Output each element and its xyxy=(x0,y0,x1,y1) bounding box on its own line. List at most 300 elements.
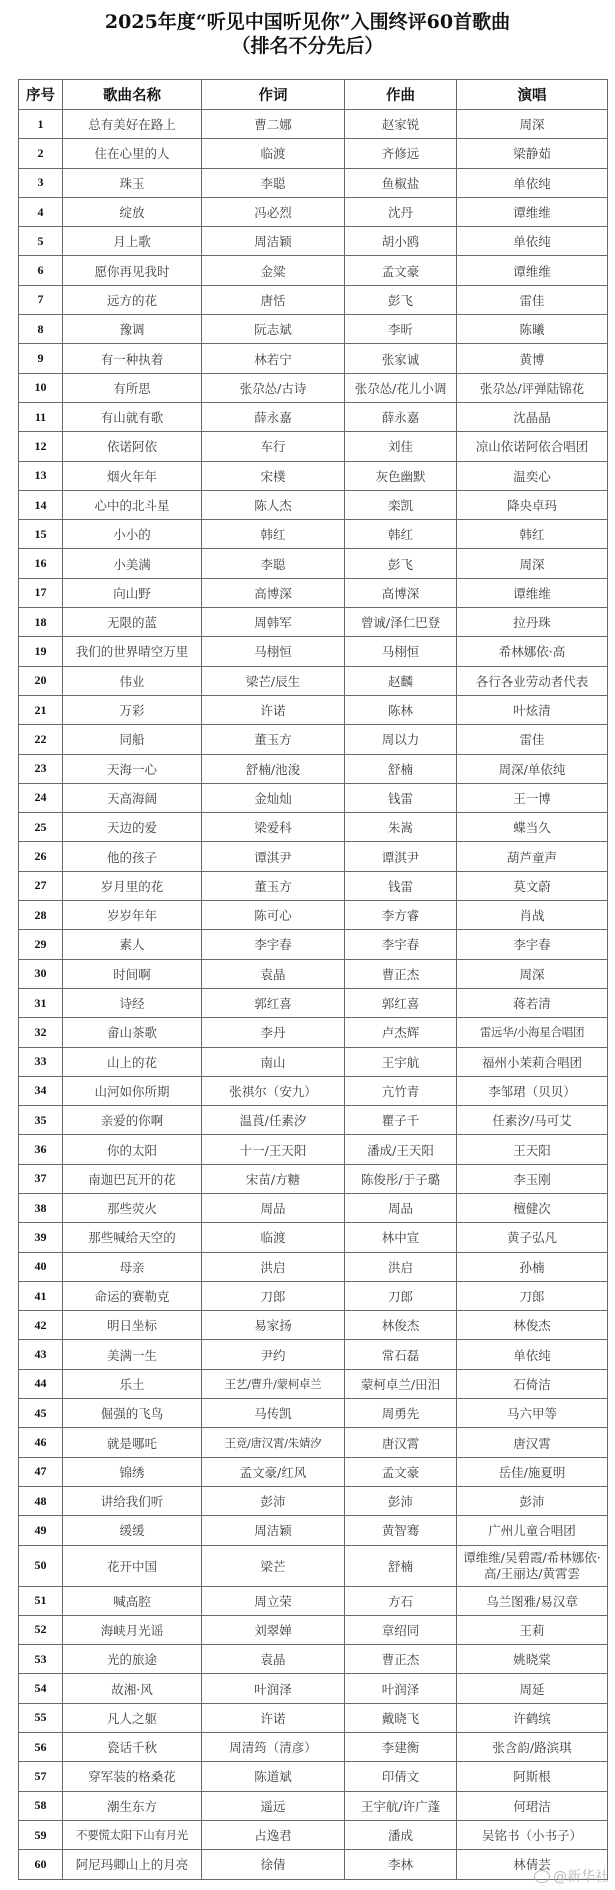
table-row xyxy=(19,783,608,812)
header-number: 序号 xyxy=(19,80,63,110)
cell-number: 9 xyxy=(19,344,63,373)
cell-lyricist: 李丹 xyxy=(202,1018,345,1047)
cell-song-title: 月上歌 xyxy=(63,227,202,256)
cell-lyricist: 尹约 xyxy=(202,1340,345,1369)
cell-lyricist: 易家扬 xyxy=(202,1311,345,1340)
cell-composer: 舒楠 xyxy=(345,754,457,783)
cell-song-title: 缓缓 xyxy=(63,1516,202,1545)
cell-singer: 许鹤缤 xyxy=(457,1703,608,1732)
table-row xyxy=(19,637,608,666)
cell-lyricist: 金粱 xyxy=(202,256,345,285)
cell-song-title: 锦绣 xyxy=(63,1457,202,1486)
cell-song-title: 天海一心 xyxy=(63,754,202,783)
cell-song-title: 有一种执着 xyxy=(63,344,202,373)
cell-composer: 张家诚 xyxy=(345,344,457,373)
cell-number: 38 xyxy=(19,1193,63,1222)
cell-song-title: 喊高腔 xyxy=(63,1586,202,1615)
cell-song-title: 依诺阿依 xyxy=(63,432,202,461)
cell-singer: 谭维维 xyxy=(457,256,608,285)
table-row xyxy=(19,1516,608,1545)
cell-song-title: 远方的花 xyxy=(63,285,202,314)
cell-lyricist: 金灿灿 xyxy=(202,783,345,812)
cell-singer: 黄博 xyxy=(457,344,608,373)
cell-composer: 洪启 xyxy=(345,1252,457,1281)
table-row xyxy=(19,1281,608,1310)
table-row xyxy=(19,1369,608,1398)
cell-song-title: 诗经 xyxy=(63,988,202,1017)
cell-composer: 李昕 xyxy=(345,315,457,344)
cell-number: 57 xyxy=(19,1762,63,1791)
cell-singer: 单依纯 xyxy=(457,168,608,197)
cell-lyricist: 董玉方 xyxy=(202,725,345,754)
cell-lyricist: 梁芒 xyxy=(202,1545,345,1586)
table-row xyxy=(19,1164,608,1193)
cell-lyricist: 舒楠/池浚 xyxy=(202,754,345,783)
cell-song-title: 瓷话千秋 xyxy=(63,1733,202,1762)
cell-composer: 谭淇尹 xyxy=(345,842,457,871)
cell-composer: 印倩文 xyxy=(345,1762,457,1791)
table-row xyxy=(19,1615,608,1644)
cell-lyricist: 张尕怂/古诗 xyxy=(202,373,345,402)
cell-singer: 唐汉霄 xyxy=(457,1428,608,1457)
cell-number: 19 xyxy=(19,637,63,666)
table-row xyxy=(19,1399,608,1428)
cell-singer: 林俊杰 xyxy=(457,1311,608,1340)
cell-singer: 李邹珺（贝贝） xyxy=(457,1076,608,1105)
cell-composer: 卢杰辉 xyxy=(345,1018,457,1047)
cell-song-title: 伟业 xyxy=(63,666,202,695)
table-row xyxy=(19,901,608,930)
cell-song-title: 那些喊给天空的 xyxy=(63,1223,202,1252)
table-row xyxy=(19,344,608,373)
cell-lyricist: 周洁颖 xyxy=(202,1516,345,1545)
cell-singer: 蒋若清 xyxy=(457,988,608,1017)
table-row xyxy=(19,1193,608,1222)
cell-singer: 周深 xyxy=(457,549,608,578)
cell-singer: 雷佳 xyxy=(457,285,608,314)
cell-lyricist: 王竞/唐汉霄/朱婧汐 xyxy=(202,1428,345,1457)
table-row xyxy=(19,1820,608,1849)
cell-lyricist: 韩红 xyxy=(202,520,345,549)
cell-number: 12 xyxy=(19,432,63,461)
cell-singer: 降央卓玛 xyxy=(457,490,608,519)
cell-singer: 张尕怂/评弹陆锦花 xyxy=(457,373,608,402)
cell-song-title: 心中的北斗星 xyxy=(63,490,202,519)
cell-song-title: 同船 xyxy=(63,725,202,754)
cell-singer: 张含韵/路滨琪 xyxy=(457,1733,608,1762)
cell-composer: 舒楠 xyxy=(345,1545,457,1586)
cell-song-title: 凡人之躯 xyxy=(63,1703,202,1732)
cell-composer: 郭红喜 xyxy=(345,988,457,1017)
cell-composer: 王宇航/许广蓬 xyxy=(345,1791,457,1820)
cell-song-title: 有山就有歌 xyxy=(63,402,202,431)
cell-composer: 林中宣 xyxy=(345,1223,457,1252)
cell-number: 46 xyxy=(19,1428,63,1457)
cell-song-title: 万彩 xyxy=(63,695,202,724)
table-row xyxy=(19,1076,608,1105)
cell-composer: 潘成/王天阳 xyxy=(345,1135,457,1164)
cell-lyricist: 周洁颖 xyxy=(202,227,345,256)
cell-song-title: 山上的花 xyxy=(63,1047,202,1076)
cell-lyricist: 周品 xyxy=(202,1193,345,1222)
cell-singer: 王莉 xyxy=(457,1615,608,1644)
cell-singer: 周延 xyxy=(457,1674,608,1703)
cell-composer: 彭沛 xyxy=(345,1486,457,1515)
cell-singer: 彭沛 xyxy=(457,1486,608,1515)
cell-composer: 齐修远 xyxy=(345,139,457,168)
cell-singer: 阿斯根 xyxy=(457,1762,608,1791)
table-row xyxy=(19,1106,608,1135)
cell-song-title: 小小的 xyxy=(63,520,202,549)
cell-composer: 韩红 xyxy=(345,520,457,549)
watermark xyxy=(534,1866,609,1886)
table-row xyxy=(19,285,608,314)
cell-lyricist: 曹二娜 xyxy=(202,110,345,139)
table-row xyxy=(19,1703,608,1732)
cell-singer: 谭维维/吴碧霞/希林娜依·高/王丽达/黄霄雲 xyxy=(457,1545,608,1586)
cell-song-title: 天边的爱 xyxy=(63,813,202,842)
cell-song-title: 豫调 xyxy=(63,315,202,344)
cell-singer: 韩红 xyxy=(457,520,608,549)
cell-composer: 潘成 xyxy=(345,1820,457,1849)
cell-composer: 曹正杰 xyxy=(345,959,457,988)
table-row xyxy=(19,1850,608,1879)
cell-singer: 乌兰图雅/易汉章 xyxy=(457,1586,608,1615)
weibo-icon xyxy=(534,1870,550,1883)
cell-lyricist: 袁晶 xyxy=(202,959,345,988)
cell-number: 26 xyxy=(19,842,63,871)
cell-composer: 陈俊彤/于子璐 xyxy=(345,1164,457,1193)
cell-lyricist: 冯必烈 xyxy=(202,197,345,226)
cell-song-title: 山河如你所期 xyxy=(63,1076,202,1105)
cell-number: 55 xyxy=(19,1703,63,1732)
cell-song-title: 无限的蓝 xyxy=(63,608,202,637)
cell-number: 32 xyxy=(19,1018,63,1047)
title-subtitle: （排名不分先后） xyxy=(231,35,384,57)
cell-composer: 周品 xyxy=(345,1193,457,1222)
cell-singer: 谭维维 xyxy=(457,197,608,226)
table-row xyxy=(19,549,608,578)
cell-song-title: 就是哪吒 xyxy=(63,1428,202,1457)
cell-song-title: 你的太阳 xyxy=(63,1135,202,1164)
cell-lyricist: 占逸君 xyxy=(202,1820,345,1849)
cell-song-title: 岁月里的花 xyxy=(63,871,202,900)
cell-composer: 赵麟 xyxy=(345,666,457,695)
cell-song-title: 总有美好在路上 xyxy=(63,110,202,139)
cell-song-title: 我们的世界晴空万里 xyxy=(63,637,202,666)
cell-song-title: 素人 xyxy=(63,930,202,959)
cell-lyricist: 彭沛 xyxy=(202,1486,345,1515)
cell-composer: 胡小鸥 xyxy=(345,227,457,256)
cell-song-title: 美满一生 xyxy=(63,1340,202,1369)
cell-composer: 周勇先 xyxy=(345,1399,457,1428)
cell-composer: 蒙柯卓兰/田汨 xyxy=(345,1369,457,1398)
table-row xyxy=(19,813,608,842)
cell-lyricist: 高博深 xyxy=(202,578,345,607)
table-row xyxy=(19,197,608,226)
cell-singer: 李玉刚 xyxy=(457,1164,608,1193)
cell-number: 15 xyxy=(19,520,63,549)
cell-composer: 林俊杰 xyxy=(345,1311,457,1340)
cell-composer: 栾凯 xyxy=(345,490,457,519)
table-row xyxy=(19,608,608,637)
cell-lyricist: 林若宁 xyxy=(202,344,345,373)
cell-lyricist: 许诺 xyxy=(202,695,345,724)
cell-lyricist: 叶润泽 xyxy=(202,1674,345,1703)
cell-composer: 沈丹 xyxy=(345,197,457,226)
table-row xyxy=(19,1733,608,1762)
watermark-text: @新华社 xyxy=(553,1869,609,1885)
cell-lyricist: 郭红喜 xyxy=(202,988,345,1017)
table-row xyxy=(19,1586,608,1615)
cell-number: 3 xyxy=(19,168,63,197)
table-row xyxy=(19,988,608,1017)
cell-composer: 刀郎 xyxy=(345,1281,457,1310)
cell-lyricist: 马传凯 xyxy=(202,1399,345,1428)
cell-lyricist: 刀郎 xyxy=(202,1281,345,1310)
cell-lyricist: 董玉方 xyxy=(202,871,345,900)
cell-singer: 肖战 xyxy=(457,901,608,930)
cell-song-title: 他的孩子 xyxy=(63,842,202,871)
cell-lyricist: 宋苗/方糖 xyxy=(202,1164,345,1193)
cell-composer: 常石磊 xyxy=(345,1340,457,1369)
cell-composer: 刘佳 xyxy=(345,432,457,461)
table-row xyxy=(19,842,608,871)
cell-singer: 周深 xyxy=(457,959,608,988)
cell-singer: 凉山依诺阿依合唱团 xyxy=(457,432,608,461)
cell-lyricist: 洪启 xyxy=(202,1252,345,1281)
cell-number: 52 xyxy=(19,1615,63,1644)
cell-song-title: 花开中国 xyxy=(63,1545,202,1586)
cell-singer: 林倩芸 xyxy=(457,1850,608,1879)
cell-lyricist: 谭淇尹 xyxy=(202,842,345,871)
cell-number: 49 xyxy=(19,1516,63,1545)
cell-composer: 叶润泽 xyxy=(345,1674,457,1703)
title-main: 2025年度“听见中国听见你”入围终评60首歌曲 xyxy=(104,11,511,33)
cell-lyricist: 南山 xyxy=(202,1047,345,1076)
cell-song-title: 乐土 xyxy=(63,1369,202,1398)
cell-lyricist: 唐恬 xyxy=(202,285,345,314)
cell-lyricist: 张祺尔（安九） xyxy=(202,1076,345,1105)
cell-song-title: 讲给我们听 xyxy=(63,1486,202,1515)
cell-number: 18 xyxy=(19,608,63,637)
cell-singer: 温奕心 xyxy=(457,461,608,490)
cell-lyricist: 梁芒/辰生 xyxy=(202,666,345,695)
cell-singer: 黄子弘凡 xyxy=(457,1223,608,1252)
cell-composer: 曾诚/泽仁巴登 xyxy=(345,608,457,637)
table-body xyxy=(19,110,608,1880)
cell-number: 13 xyxy=(19,461,63,490)
cell-composer: 李林 xyxy=(345,1850,457,1879)
cell-number: 27 xyxy=(19,871,63,900)
cell-singer: 岳佳/施夏明 xyxy=(457,1457,608,1486)
cell-number: 33 xyxy=(19,1047,63,1076)
cell-song-title: 阿尼玛卿山上的月亮 xyxy=(63,1850,202,1879)
table-row xyxy=(19,432,608,461)
table-row xyxy=(19,1457,608,1486)
cell-number: 35 xyxy=(19,1106,63,1135)
table-row xyxy=(19,1791,608,1820)
table-row xyxy=(19,139,608,168)
table-row xyxy=(19,520,608,549)
cell-composer: 马栩恒 xyxy=(345,637,457,666)
cell-lyricist: 梁爱科 xyxy=(202,813,345,842)
cell-song-title: 绽放 xyxy=(63,197,202,226)
cell-singer: 蝶当久 xyxy=(457,813,608,842)
cell-number: 21 xyxy=(19,695,63,724)
cell-number: 14 xyxy=(19,490,63,519)
cell-singer: 叶炫清 xyxy=(457,695,608,724)
cell-number: 5 xyxy=(19,227,63,256)
cell-song-title: 天高海阔 xyxy=(63,783,202,812)
cell-singer: 周深/单依纯 xyxy=(457,754,608,783)
cell-song-title: 住在心里的人 xyxy=(63,139,202,168)
cell-number: 29 xyxy=(19,930,63,959)
table-row xyxy=(19,1428,608,1457)
cell-number: 58 xyxy=(19,1791,63,1820)
table-row xyxy=(19,1311,608,1340)
cell-singer: 单依纯 xyxy=(457,1340,608,1369)
cell-lyricist: 临渡 xyxy=(202,139,345,168)
cell-number: 60 xyxy=(19,1850,63,1879)
cell-song-title: 命运的赛勒克 xyxy=(63,1281,202,1310)
cell-singer: 雷远华/小海星合唱团 xyxy=(457,1018,608,1047)
cell-singer: 广州儿童合唱团 xyxy=(457,1516,608,1545)
cell-number: 28 xyxy=(19,901,63,930)
cell-song-title: 母亲 xyxy=(63,1252,202,1281)
cell-singer: 莫文蔚 xyxy=(457,871,608,900)
table-row xyxy=(19,1645,608,1674)
cell-number: 17 xyxy=(19,578,63,607)
cell-number: 50 xyxy=(19,1545,63,1586)
cell-song-title: 烟火年年 xyxy=(63,461,202,490)
cell-singer: 谭维维 xyxy=(457,578,608,607)
table-row xyxy=(19,373,608,402)
cell-song-title: 海峡月光谣 xyxy=(63,1615,202,1644)
cell-composer: 薛永嘉 xyxy=(345,402,457,431)
cell-composer: 黄智骞 xyxy=(345,1516,457,1545)
cell-number: 54 xyxy=(19,1674,63,1703)
cell-song-title: 有所思 xyxy=(63,373,202,402)
cell-number: 2 xyxy=(19,139,63,168)
cell-singer: 梁静茹 xyxy=(457,139,608,168)
cell-song-title: 不要慌太阳下山有月光 xyxy=(63,1820,202,1849)
table-row xyxy=(19,1252,608,1281)
cell-singer: 拉丹珠 xyxy=(457,608,608,637)
cell-song-title: 光的旅途 xyxy=(63,1645,202,1674)
cell-singer: 石倚洁 xyxy=(457,1369,608,1398)
cell-number: 30 xyxy=(19,959,63,988)
cell-lyricist: 遥远 xyxy=(202,1791,345,1820)
cell-lyricist: 李聪 xyxy=(202,549,345,578)
table-row xyxy=(19,1047,608,1076)
cell-song-title: 珠玉 xyxy=(63,168,202,197)
cell-number: 8 xyxy=(19,315,63,344)
table-row xyxy=(19,1340,608,1369)
table-row xyxy=(19,110,608,139)
cell-composer: 陈林 xyxy=(345,695,457,724)
header-song-title: 歌曲名称 xyxy=(63,80,202,110)
cell-song-title: 向山野 xyxy=(63,578,202,607)
cell-song-title: 时间啊 xyxy=(63,959,202,988)
cell-lyricist: 温莨/任素汐 xyxy=(202,1106,345,1135)
cell-composer: 张尕怂/花儿小调 xyxy=(345,373,457,402)
cell-number: 16 xyxy=(19,549,63,578)
cell-singer: 周深 xyxy=(457,110,608,139)
cell-song-title: 岁岁年年 xyxy=(63,901,202,930)
cell-singer: 福州小茉莉合唱团 xyxy=(457,1047,608,1076)
cell-number: 48 xyxy=(19,1486,63,1515)
cell-composer: 朱嵩 xyxy=(345,813,457,842)
cell-composer: 章绍同 xyxy=(345,1615,457,1644)
cell-lyricist: 周清筠（清彦） xyxy=(202,1733,345,1762)
cell-number: 42 xyxy=(19,1311,63,1340)
table-row xyxy=(19,1135,608,1164)
header-composer: 作曲 xyxy=(345,80,457,110)
table-row xyxy=(19,1486,608,1515)
cell-singer: 各行各业劳动者代表 xyxy=(457,666,608,695)
cell-number: 4 xyxy=(19,197,63,226)
cell-composer: 李方睿 xyxy=(345,901,457,930)
cell-song-title: 明日坐标 xyxy=(63,1311,202,1340)
table-row xyxy=(19,578,608,607)
table-row xyxy=(19,256,608,285)
table-row xyxy=(19,754,608,783)
cell-lyricist: 周立荣 xyxy=(202,1586,345,1615)
cell-song-title: 小美满 xyxy=(63,549,202,578)
table-row xyxy=(19,930,608,959)
cell-number: 20 xyxy=(19,666,63,695)
cell-composer: 孟文豪 xyxy=(345,1457,457,1486)
cell-singer: 吴铭书（小书子） xyxy=(457,1820,608,1849)
cell-lyricist: 宋樸 xyxy=(202,461,345,490)
cell-singer: 王天阳 xyxy=(457,1135,608,1164)
cell-lyricist: 陈人杰 xyxy=(202,490,345,519)
cell-composer: 王宇航 xyxy=(345,1047,457,1076)
cell-composer: 孟文豪 xyxy=(345,256,457,285)
cell-song-title: 畲山茶歌 xyxy=(63,1018,202,1047)
cell-lyricist: 陈可心 xyxy=(202,901,345,930)
cell-number: 39 xyxy=(19,1223,63,1252)
header-lyricist: 作词 xyxy=(202,80,345,110)
cell-composer: 戴晓飞 xyxy=(345,1703,457,1732)
table-row xyxy=(19,1545,608,1586)
cell-number: 43 xyxy=(19,1340,63,1369)
cell-singer: 陈曦 xyxy=(457,315,608,344)
cell-composer: 彭飞 xyxy=(345,285,457,314)
table-row xyxy=(19,1018,608,1047)
cell-number: 56 xyxy=(19,1733,63,1762)
cell-number: 47 xyxy=(19,1457,63,1486)
cell-song-title: 故湘·风 xyxy=(63,1674,202,1703)
cell-lyricist: 十一/王天阳 xyxy=(202,1135,345,1164)
cell-composer: 李宇春 xyxy=(345,930,457,959)
cell-composer: 方石 xyxy=(345,1586,457,1615)
cell-singer: 檀健次 xyxy=(457,1193,608,1222)
table-row xyxy=(19,1223,608,1252)
cell-number: 36 xyxy=(19,1135,63,1164)
cell-composer: 钱雷 xyxy=(345,783,457,812)
cell-lyricist: 马栩恒 xyxy=(202,637,345,666)
cell-number: 10 xyxy=(19,373,63,402)
cell-number: 6 xyxy=(19,256,63,285)
table-row xyxy=(19,1674,608,1703)
cell-number: 22 xyxy=(19,725,63,754)
table-row xyxy=(19,1762,608,1791)
cell-song-title: 那些荧火 xyxy=(63,1193,202,1222)
cell-singer: 葫芦童声 xyxy=(457,842,608,871)
header-singer: 演唱 xyxy=(457,80,608,110)
